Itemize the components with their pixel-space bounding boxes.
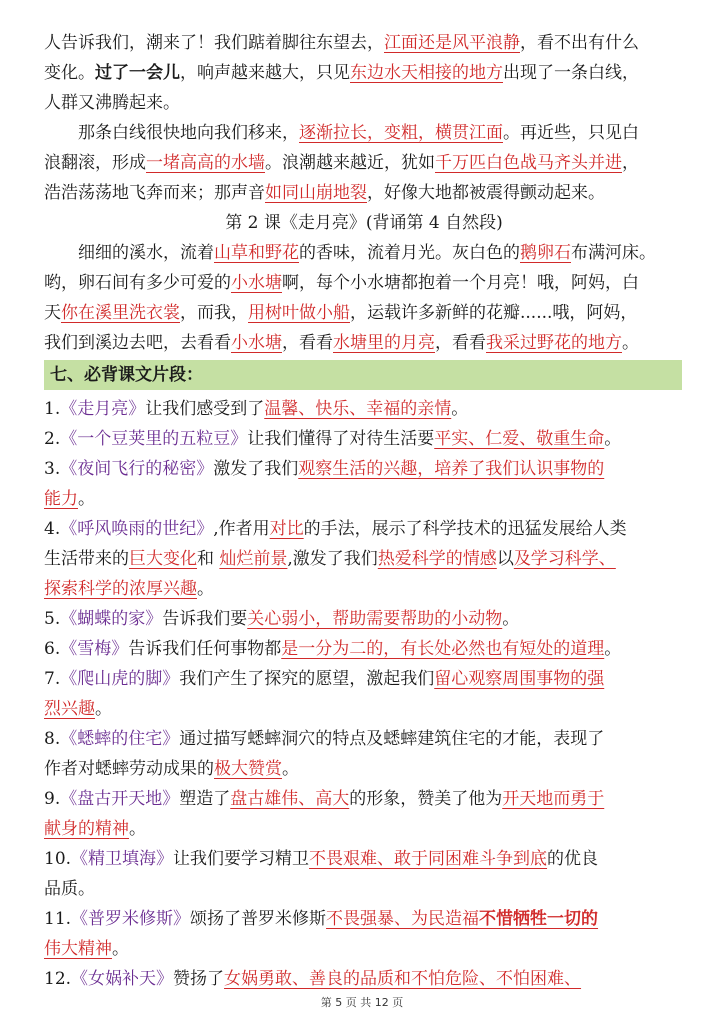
item-number: 6. [44, 639, 61, 659]
highlight-text: 温馨、快乐、幸福的亲情 [264, 399, 452, 419]
highlight-text: 东边水天相接的地方 [350, 63, 503, 83]
plain-text: ，看看 [435, 333, 486, 353]
list-item-cont [44, 934, 684, 964]
plain-text: 。 [604, 429, 622, 449]
text-line [44, 328, 684, 358]
plain-text: 那条白线很快地向我们移来， [78, 123, 299, 143]
plain-text: 天 [44, 303, 61, 323]
text-line [44, 28, 684, 58]
bold-highlight-text: 不惜牺牲一切的 [479, 909, 599, 929]
highlight-text: 盘古雄伟、高大 [230, 789, 350, 809]
text-line: 人群又沸腾起来。 [44, 93, 180, 113]
highlight-text: 如同山崩地裂 [265, 183, 367, 203]
highlight-text: 逐渐拉长，变粗，横贯江面 [299, 123, 503, 143]
plain-text: 塑造了 [179, 789, 231, 809]
plain-text: 浪翻滚，形成 [44, 153, 146, 173]
list-item [44, 454, 684, 484]
highlight-text: 小水塘 [231, 333, 282, 353]
highlight-text: 开天地而勇于 [502, 789, 605, 809]
item-number: 9. [44, 789, 61, 809]
lesson-title: 《夜间飞行的秘密》 [60, 459, 214, 479]
item-number: 1. [44, 399, 61, 419]
plain-text: 的香味，流着月光。灰白色的 [299, 243, 520, 263]
plain-text: 告诉我们任何事物都 [128, 639, 282, 659]
highlight-text: 留心观察周围事物的强 [434, 669, 605, 689]
highlight-text: 不畏艰难、敢于同困难斗争到底 [309, 849, 548, 869]
plain-text: 啊，每个小水塘都抱着一个月亮！哦，阿妈，白 [282, 273, 639, 293]
item-number: 8. [44, 729, 61, 749]
plain-text: ，响声越来越大，只见 [180, 63, 350, 83]
plain-text: 。 [622, 333, 639, 353]
plain-text: 激发了我们 [213, 459, 299, 479]
document-body [44, 28, 684, 994]
plain-text: 颂扬了普罗米修斯 [190, 909, 327, 929]
plain-text: 。 [604, 639, 622, 659]
text-line [44, 298, 684, 328]
bold-text: 过了一会儿 [95, 63, 180, 83]
list-item [44, 424, 684, 454]
highlight-text: 江面还是风平浪静 [384, 33, 520, 53]
plain-text: ,激发了我们 [287, 549, 378, 569]
text-line [44, 118, 684, 148]
list-item-cont [44, 754, 684, 784]
plain-text: 作者对蟋蟀劳动成果的 [44, 759, 214, 779]
plain-text: 的形象，赞美了他为 [349, 789, 503, 809]
lesson-title: 《女娲补天》 [71, 969, 174, 989]
plain-text: ，好像大地都被震得颤动起来。 [367, 183, 605, 203]
plain-text: 以 [496, 549, 514, 569]
plain-text: ，看看 [282, 333, 333, 353]
highlight-text: 灿烂前景 [219, 549, 288, 569]
page-footer: 第 5 页 共 12 页 [320, 996, 404, 1009]
lesson-title: 《蟋蟀的住宅》 [60, 729, 180, 749]
item-number: 7. [44, 669, 61, 689]
plain-text: 通过描写蟋蟀洞穴的特点及蟋蟀建筑住宅的才能，表现了 [179, 729, 605, 749]
lesson-title: 《雪梅》 [60, 639, 129, 659]
item-number: 12. [44, 969, 72, 989]
plain-text: ，看不出有什么 [520, 33, 639, 53]
highlight-text: 不畏强暴、为民造福 [326, 909, 480, 929]
list-item-cont [44, 574, 684, 604]
plain-text: ,作者用 [213, 519, 270, 539]
list-item [44, 514, 684, 544]
plain-text: ， [622, 153, 639, 173]
item-number: 4. [44, 519, 61, 539]
highlight-text: 小水塘 [231, 273, 282, 293]
list-item [44, 964, 684, 994]
highlight-text: 关心弱小，帮助需要帮助的小动物 [247, 609, 503, 629]
text-line [44, 238, 684, 268]
item-number: 11. [44, 909, 72, 929]
highlight-text: 一堵高高的水墙 [146, 153, 265, 173]
plain-text: 我们产生了探究的愿望，激起我们 [179, 669, 435, 689]
plain-text: 。 [78, 489, 95, 509]
highlight-text: 伟大精神 [44, 939, 112, 959]
highlight-text: 巨大变化 [129, 549, 197, 569]
plain-text: 。 [129, 819, 146, 839]
plain-text: 让我们感受到了 [145, 399, 265, 419]
text-line [44, 148, 684, 178]
list-item [44, 904, 684, 934]
plain-text: 。 [197, 579, 214, 599]
item-number: 3. [44, 459, 61, 479]
text-line [44, 178, 684, 208]
highlight-text: 山草和野花 [214, 243, 299, 263]
highlight-text: 极大赞赏 [214, 759, 282, 779]
plain-text: 。再近些，只见白 [503, 123, 639, 143]
list-item [44, 634, 684, 664]
highlight-text: 我采过野花的地方 [486, 333, 622, 353]
highlight-text: 平实、仁爱、敬重生命 [434, 429, 605, 449]
list-item [44, 664, 684, 694]
text-line [44, 58, 684, 88]
plain-text: 。浪潮越来越近，犹如 [265, 153, 435, 173]
plain-text: 告诉我们要 [162, 609, 248, 629]
list-item-cont [44, 484, 684, 514]
lesson-title: 《呼风唤雨的世纪》 [60, 519, 214, 539]
highlight-text: 及学习科学、 [513, 549, 616, 569]
plain-text: 人告诉我们，潮来了！我们踮着脚往东望去， [44, 33, 384, 53]
list-item-cont: 品质。 [44, 879, 95, 899]
list-item [44, 604, 684, 634]
highlight-text: 女娲勇敢、善良的品质和不怕危险、不怕困难、 [224, 969, 582, 989]
lesson-title: 《爬山虎的脚》 [60, 669, 180, 689]
highlight-text: 献身的精神 [44, 819, 129, 839]
plain-text: ，运载许多新鲜的花瓣......哦，阿妈， [350, 303, 638, 323]
highlight-text: 千万匹白色战马齐头并进 [435, 153, 622, 173]
plain-text: 和 [197, 549, 220, 569]
lesson-title: 《盘古开天地》 [60, 789, 180, 809]
plain-text: 出现了一条白线， [503, 63, 639, 83]
highlight-text: 鹅卵石 [520, 243, 571, 263]
plain-text: 哟，卵石间有多少可爱的 [44, 273, 231, 293]
highlight-text: 能力 [44, 489, 78, 509]
plain-text: 。 [95, 699, 112, 719]
item-number: 2. [44, 429, 61, 449]
plain-text: 的优良 [547, 849, 599, 869]
plain-text: 布满河床。 [571, 243, 656, 263]
plain-text: 。 [451, 399, 469, 419]
highlight-text: 你在溪里洗衣裳 [61, 303, 180, 323]
lesson-heading: 第 2 课《走月亮》(背诵第 4 自然段) [225, 213, 503, 233]
plain-text: 。 [112, 939, 129, 959]
list-item-cont [44, 694, 684, 724]
highlight-text: 水塘里的月亮 [333, 333, 435, 353]
plain-text: 我们到溪边去吧，去看看 [44, 333, 231, 353]
list-item [44, 394, 684, 424]
list-item-cont [44, 544, 684, 574]
item-number: 5. [44, 609, 61, 629]
plain-text: 浩浩荡荡地飞奔而来；那声音 [44, 183, 265, 203]
plain-text: 变化。 [44, 63, 95, 83]
highlight-text: 探索科学的浓厚兴趣 [44, 579, 197, 599]
plain-text: 。 [282, 759, 299, 779]
plain-text: 的手法，展示了科学技术的迅猛发展给人类 [303, 519, 627, 539]
list-item [44, 724, 684, 754]
plain-text: 让我们要学习精卫 [173, 849, 310, 869]
list-item [44, 844, 684, 874]
section-heading: 七、必背课文片段： [44, 360, 682, 390]
highlight-text: 烈兴趣 [44, 699, 95, 719]
plain-text: 细细的溪水，流着 [78, 243, 214, 263]
plain-text: ，而我， [180, 303, 248, 323]
highlight-text: 观察生活的兴趣，培养了我们认识事物的 [298, 459, 605, 479]
lesson-title: 《普罗米修斯》 [71, 909, 191, 929]
plain-text: 赞扬了 [173, 969, 225, 989]
lesson-title: 《精卫填海》 [71, 849, 174, 869]
highlight-text: 用树叶做小船 [248, 303, 350, 323]
list-item-cont [44, 814, 684, 844]
item-number: 10. [44, 849, 72, 869]
lesson-title: 《一个豆荚里的五粒豆》 [60, 429, 248, 449]
lesson-title: 《走月亮》 [60, 399, 146, 419]
plain-text: 让我们懂得了对待生活要 [247, 429, 435, 449]
text-line [44, 268, 684, 298]
lesson-title: 《蝴蝶的家》 [60, 609, 163, 629]
highlight-text: 是一分为二的，有长处必然也有短处的道理 [281, 639, 605, 659]
plain-text: 生活带来的 [44, 549, 129, 569]
plain-text: 。 [502, 609, 520, 629]
highlight-text: 热爱科学的情感 [377, 549, 497, 569]
highlight-text: 对比 [269, 519, 304, 539]
list-item [44, 784, 684, 814]
